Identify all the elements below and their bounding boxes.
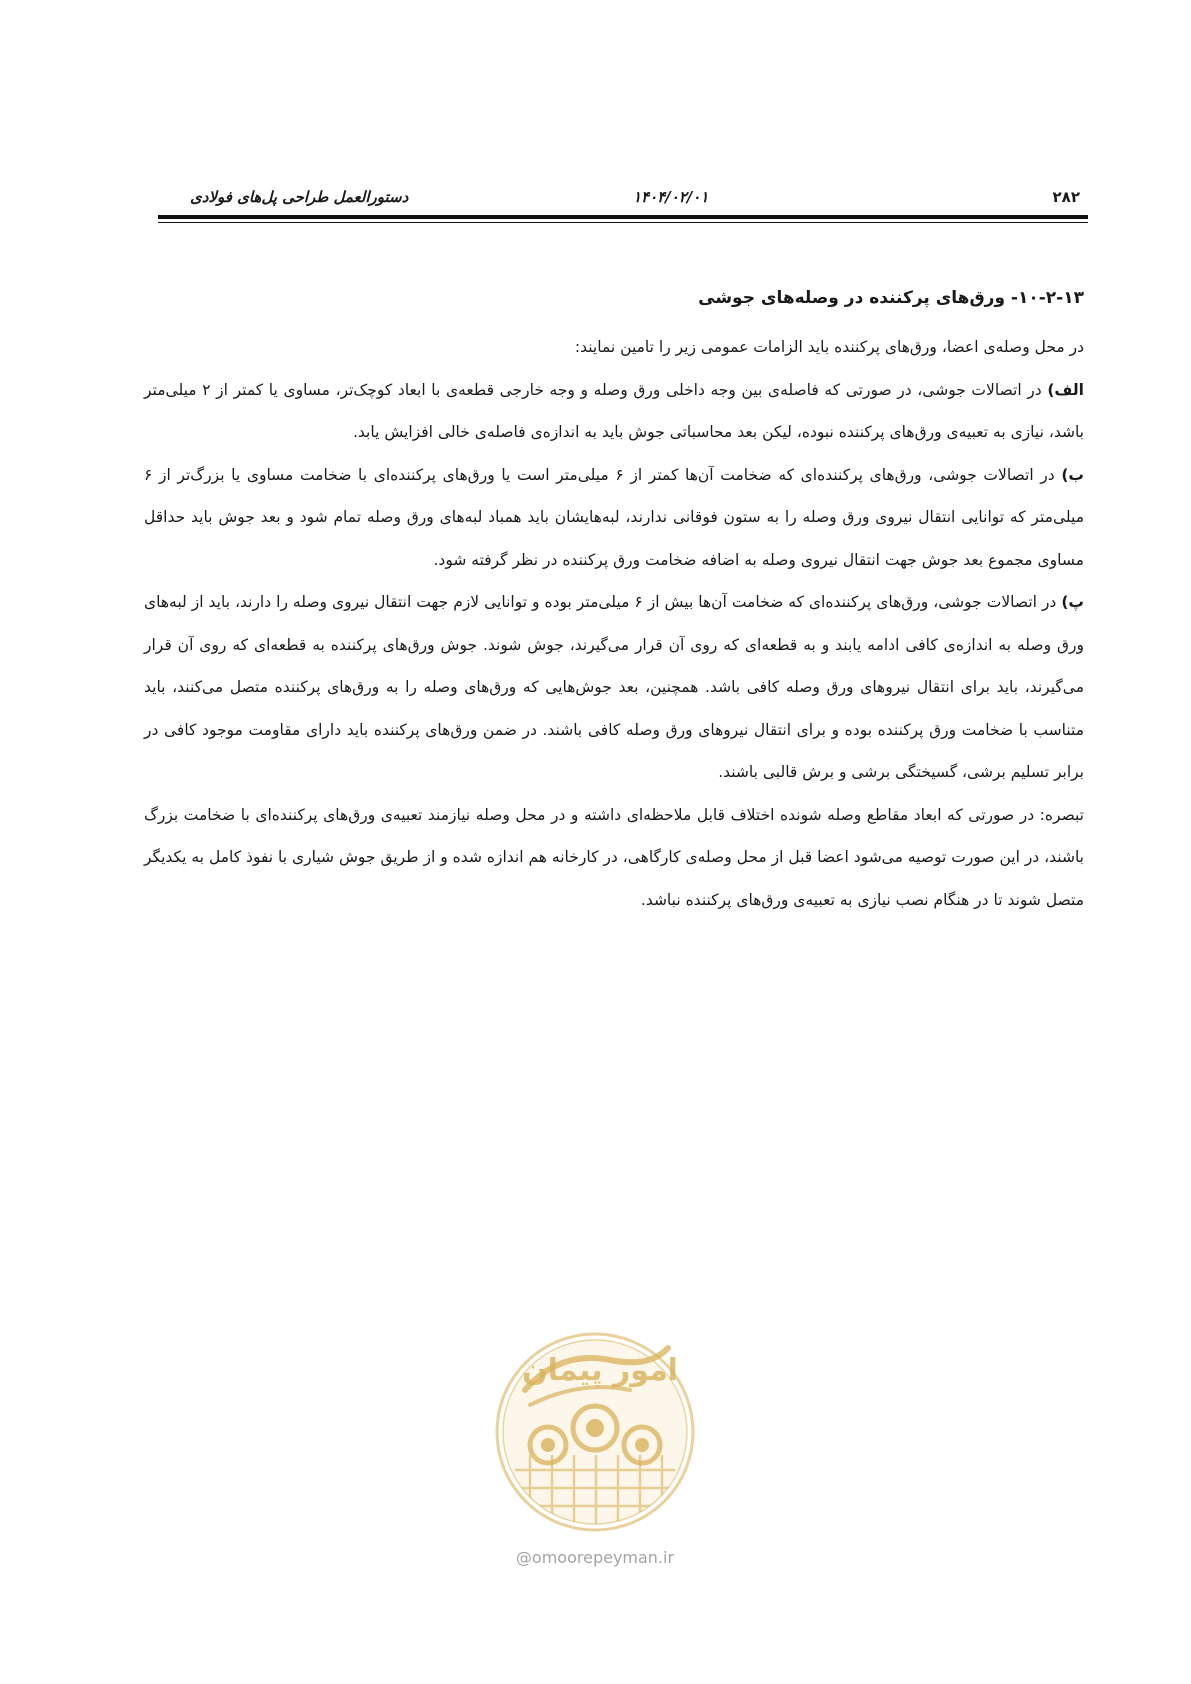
page-header	[158, 188, 1088, 212]
item-label: ب)	[1061, 465, 1084, 484]
item-pe	[144, 581, 1084, 794]
item-text: در اتصالات جوشی، در صورتی که فاصله‌ی بین وجه داخلی ورق وصله و وجه خارجی قطعه‌ی با ابعاد کوچک‌تر، مساوی یا کمتر از ۲ میلی‌متر باشد، نیازی به تعبیه‌ی ورق‌های پرکننده نبوده، لیکن بعد محاسباتی جوش باید به اندازه‌ی فاصله‌ی خالی افزایش یابد.	[144, 380, 1084, 441]
item-be	[144, 454, 1084, 582]
intro-paragraph: در محل وصله‌ی اعضا، ورق‌های پرکننده باید الزامات عمومی زیر را تامین نمایند:	[574, 338, 1084, 356]
header-date: ۱۴۰۴/۰۲/۰۱	[633, 188, 709, 206]
item-label: پ)	[1061, 593, 1084, 611]
header-rule-thin	[158, 222, 1088, 223]
main-content	[144, 282, 1084, 921]
header-title: دستورالعمل طراحی پل‌های فولادی	[190, 188, 409, 206]
note-paragraph: تبصره: در صورتی که ابعاد مقاطع وصله شونده اختلاف قابل ملاحظه‌ای داشته و در محل وصله نیازمند تعبیه‌ی ورق‌های پرکننده‌ای با ضخامت بزرگ باشند، در این صورت توصیه می‌شود اعضا قبل از محل وصله‌ی کارگاهی، در کارخانه هم اندازه شده و از طریق جوش شیاری با نفوذ کامل به یکدیگر متصل شوند تا در هنگام نصب نیازی به تعبیه‌ی ورق‌های پرکننده نباشد.	[144, 805, 1084, 909]
section-title: ۱۰-۲-۱۳- ورق‌های پرکننده در وصله‌های جوشی	[698, 288, 1084, 308]
page-number: ۲۸۲	[1052, 188, 1080, 206]
watermark-stamp	[490, 1320, 700, 1550]
item-alef	[144, 369, 1084, 454]
item-text: در اتصالات جوشی، ورق‌های پرکننده‌ای که ضخامت آن‌ها بیش از ۶ میلی‌متر بوده و توانایی لازم جهت انتقال نیروی وصله را دارند، باید از لبه‌های ورق وصله به اندازه‌ی کافی ادامه یابند و به قطعه‌ای که روی آن قرار می‌گیرند، جوش شوند. جوش ورق‌های پرکننده به قطعه‌ای که روی آن قرار می‌گیرند، باید برای انتقال نیروهای ورق وصله کافی باشد. همچنین، بعد جوش‌هایی که ورق‌های وصله را به ورق‌های پرکننده متصل می‌کنند، باید متناسب با ضخامت ورق پرکننده بوده و برای انتقال نیروهای ورق وصله کافی باشند. در ضمن ورق‌های پرکننده باید دارای مقاومت موجود کافی در برابر تسلیم برشی، گسیختگی برشی و برش قالبی باشند.	[144, 593, 1084, 781]
watermark-logo-text: امور پیمان	[522, 1353, 678, 1388]
item-text: در اتصالات جوشی، ورق‌های پرکننده‌ای که ضخامت آن‌ها کمتر از ۶ میلی‌متر است یا ورق‌های پرکننده‌ای با ضخامت مساوی یا بزرگ‌تر از ۶ میلی‌متر که توانایی انتقال نیروی ورق وصله را به ستون فوقانی ندارند، لبه‌هایشان باید همباد لبه‌های ورق وصله تمام شود و بعد جوش باید حداقل مساوی مجموع بعد جوش جهت انتقال نیروی وصله به اضافه ضخامت ورق پرکننده در نظر گرفته شود.	[144, 465, 1084, 569]
watermark-caption: @omoorepeyman.ir	[515, 1548, 675, 1567]
watermark-logo-icon	[490, 1320, 700, 1550]
header-rule-thick	[158, 215, 1088, 219]
item-label: الف)	[1047, 380, 1084, 399]
